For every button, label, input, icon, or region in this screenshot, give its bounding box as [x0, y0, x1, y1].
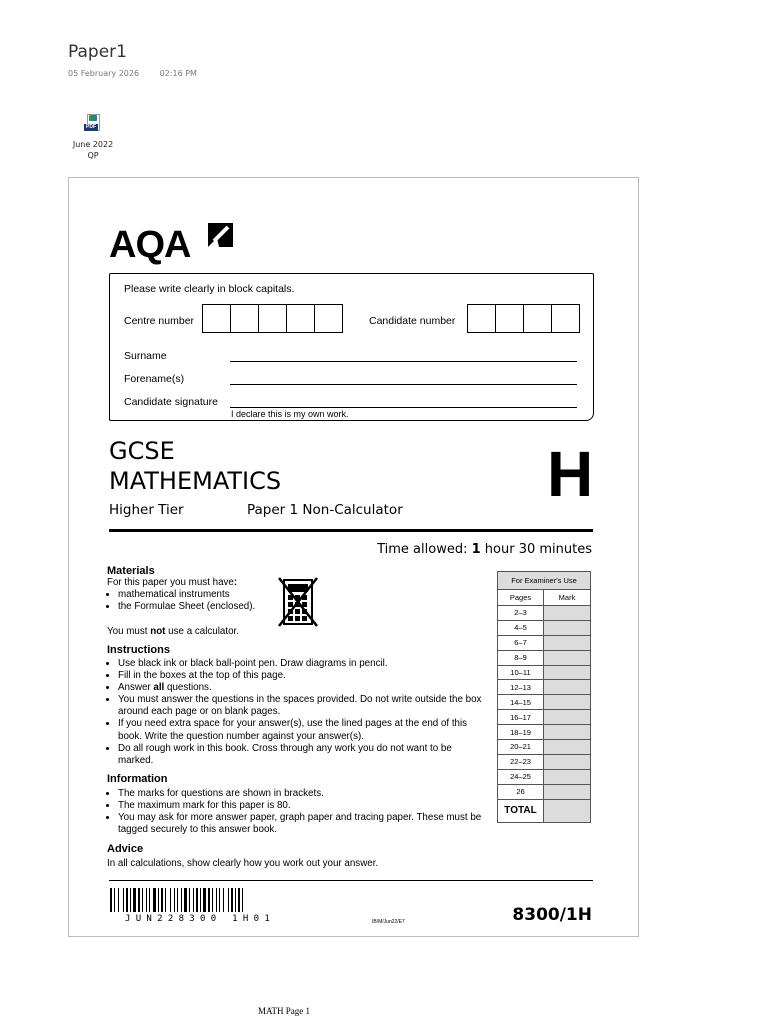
table-row: 2–3 — [498, 606, 591, 621]
pdf-attachment[interactable] — [66, 114, 120, 161]
declaration-text: I declare this is my own work. — [231, 409, 349, 419]
page-date: 05 February 2026 — [68, 69, 140, 78]
page-time: 02:16 PM — [159, 69, 197, 78]
pages-column-header: Pages — [498, 590, 544, 606]
aqa-logo-mark-icon — [205, 221, 235, 249]
table-row: 10–11 — [498, 665, 591, 680]
header-divider — [109, 529, 593, 532]
table-row: 26 — [498, 784, 591, 799]
materials-intro: For this paper you must have: — [107, 577, 238, 588]
table-row: 18–19 — [498, 725, 591, 740]
candidate-number-boxes[interactable] — [468, 304, 580, 333]
advice-heading: Advice — [107, 843, 144, 855]
list-item: • Answer all questions. — [118, 682, 482, 694]
table-row: 6–7 — [498, 635, 591, 650]
barcode-number: JUN228300 1H01 — [125, 914, 276, 924]
list-item: • The marks for questions are shown in brackets. — [118, 788, 482, 800]
tier-letter: H — [547, 438, 594, 510]
signature-label: Candidate signature — [124, 396, 218, 408]
table-row: 14–15 — [498, 695, 591, 710]
candidate-number-label: Candidate number — [369, 315, 456, 327]
paper-name: Paper 1 Non-Calculator — [247, 502, 403, 518]
table-row: 8–9 — [498, 650, 591, 665]
centre-number-boxes[interactable] — [203, 304, 343, 333]
table-row: 16–17 — [498, 710, 591, 725]
table-row: 20–21 — [498, 740, 591, 755]
time-allowed: Time allowed: 1 hour 30 minutes — [377, 542, 592, 557]
list-item: • You must answer the questions in the spaces provided. Do not write outside the box around each page or on blank pages. — [118, 694, 482, 718]
examiner-use-table — [497, 571, 591, 823]
no-calculator-note: You must not use a calculator. — [107, 626, 239, 637]
paper-code: 8300/1H — [512, 905, 592, 925]
list-item: • the Formulae Sheet (enclosed). — [118, 601, 482, 613]
list-item: • Use black ink or black ball-point pen. Draw diagrams in pencil. — [118, 658, 482, 670]
information-heading: Information — [107, 773, 168, 785]
surname-line[interactable] — [230, 361, 577, 362]
no-calculator-icon — [277, 576, 319, 628]
block-capitals-instruction: Please write clearly in block capitals. — [124, 283, 295, 295]
page-title[interactable]: Paper1 — [68, 42, 127, 62]
subject-title: GCSE MATHEMATICS — [109, 437, 282, 495]
list-item: • The maximum mark for this paper is 80. — [118, 800, 482, 812]
table-row — [498, 799, 591, 822]
list-item: • If you need extra space for your answer(s), use the lined pages at the end of this book. Write the question number against your answer(s). — [118, 718, 482, 742]
table-row: 12–13 — [498, 680, 591, 695]
list-item: • You may ask for more answer paper, graph paper and tracing paper. These must be tagged securely to this answer book. — [118, 812, 482, 836]
exam-paper-printout[interactable] — [68, 177, 639, 937]
instructions-list — [107, 658, 482, 767]
instructions-heading: Instructions — [107, 644, 170, 656]
total-mark-cell[interactable] — [544, 799, 591, 822]
candidate-details-box — [109, 273, 594, 421]
attachment-name: June 2022 QP — [72, 140, 114, 160]
pdf-file-icon: PDF — [84, 114, 102, 134]
page-footer: MATH Page 1 — [258, 1006, 310, 1016]
signature-line[interactable] — [230, 407, 577, 408]
table-row: 4–5 — [498, 620, 591, 635]
barcode-icon — [110, 888, 300, 914]
centre-number-label: Centre number — [124, 315, 195, 327]
table-row: 22–23 — [498, 754, 591, 769]
footer-divider — [109, 880, 593, 881]
tier-label: Higher Tier — [109, 502, 184, 518]
table-row: 24–25 — [498, 769, 591, 784]
list-item: • mathematical instruments — [118, 589, 482, 601]
examiner-table-title: For Examiner's Use — [498, 572, 591, 590]
materials-heading: Materials — [107, 565, 155, 577]
surname-label: Surname — [124, 350, 167, 362]
list-item: • Do all rough work in this book. Cross through any work you do not want to be marked. — [118, 743, 482, 767]
paper-reference: IB/M/Jun22/E7 — [372, 919, 405, 925]
aqa-logo: AQA — [109, 224, 190, 267]
page-timestamp — [68, 69, 197, 78]
advice-text: In all calculations, show clearly how you work out your answer. — [107, 858, 379, 869]
forename-label: Forename(s) — [124, 373, 185, 385]
total-label: TOTAL — [498, 799, 544, 822]
forename-line[interactable] — [230, 384, 577, 385]
information-list — [107, 788, 482, 836]
list-item: • Fill in the boxes at the top of this page. — [118, 670, 482, 682]
mark-column-header: Mark — [544, 590, 591, 606]
